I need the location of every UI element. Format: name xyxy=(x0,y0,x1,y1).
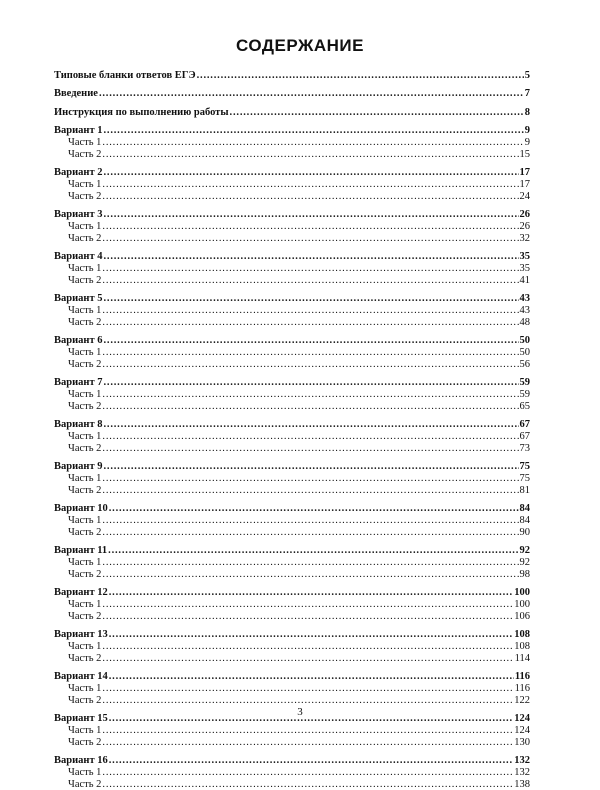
toc-entry[interactable] xyxy=(54,461,530,473)
toc-entry-label: Часть 1 xyxy=(68,388,102,400)
dot-leader xyxy=(102,779,513,790)
toc-entry[interactable] xyxy=(54,629,530,641)
toc-entry-label: Часть 1 xyxy=(68,514,102,526)
toc-page-number: 26 xyxy=(519,220,530,232)
toc-entry-label: Вариант 5 xyxy=(54,293,103,305)
toc-entry[interactable] xyxy=(54,70,530,82)
toc-entry[interactable] xyxy=(54,125,530,137)
toc-entry-label: Часть 1 xyxy=(68,346,102,358)
toc-entry-label: Вариант 8 xyxy=(54,419,103,431)
toc-page-number: 41 xyxy=(519,274,530,286)
dot-leader xyxy=(102,317,518,329)
page-title: СОДЕРЖАНИЕ xyxy=(236,36,364,55)
toc-subentry[interactable] xyxy=(54,431,530,443)
toc-entry-label: Вариант 10 xyxy=(54,503,108,515)
dot-leader xyxy=(103,377,518,389)
toc-entry-label: Вариант 11 xyxy=(54,545,108,557)
toc-page-number: 8 xyxy=(524,106,530,118)
toc-subentry[interactable] xyxy=(54,653,530,665)
toc-entry-label: Вариант 7 xyxy=(54,377,103,389)
dot-leader xyxy=(103,461,518,473)
dot-leader xyxy=(102,485,518,497)
toc-subentry[interactable] xyxy=(54,695,530,707)
dot-leader xyxy=(109,755,514,767)
toc-page-number: 17 xyxy=(519,167,530,179)
toc-page-number: 35 xyxy=(519,262,530,274)
toc-page-number: 98 xyxy=(519,568,530,580)
dot-leader xyxy=(102,233,518,245)
toc-page-number: 65 xyxy=(519,400,530,412)
toc-page-number: 56 xyxy=(519,358,530,370)
toc-entry-label: Вариант 6 xyxy=(54,335,103,347)
toc-subentry[interactable] xyxy=(54,557,530,569)
dot-leader xyxy=(102,641,513,653)
toc-page-number: 138 xyxy=(514,778,530,790)
toc-page-number: 75 xyxy=(519,472,530,484)
toc-subentry[interactable] xyxy=(54,683,530,695)
dot-leader xyxy=(102,725,513,737)
dot-leader xyxy=(102,611,513,623)
toc-entry-label: Часть 1 xyxy=(68,724,102,736)
dot-leader xyxy=(102,557,518,569)
toc-entry-label: Типовые бланки ответов ЕГЭ xyxy=(54,70,196,81)
toc-subentry[interactable] xyxy=(54,317,530,329)
dot-leader xyxy=(109,503,519,515)
toc-subentry[interactable] xyxy=(54,599,530,611)
dot-leader xyxy=(102,599,513,611)
toc-page-number: 75 xyxy=(519,461,530,473)
toc-page-number: 124 xyxy=(514,712,530,724)
toc-entry-label: Часть 2 xyxy=(68,610,102,622)
toc-entry-label: Часть 1 xyxy=(68,430,102,442)
toc-entry-label: Введение xyxy=(54,88,98,100)
toc-page-number: 132 xyxy=(514,766,530,778)
toc-entry-label: Часть 2 xyxy=(68,400,102,412)
dot-leader xyxy=(102,527,518,539)
toc-entry-label: Часть 1 xyxy=(68,640,102,652)
toc-subentry[interactable] xyxy=(54,725,530,737)
toc-subentry[interactable] xyxy=(54,443,530,455)
toc-entry-label: Вариант 1 xyxy=(54,125,103,137)
toc-subentry[interactable] xyxy=(54,737,530,749)
toc-subentry[interactable] xyxy=(54,359,530,371)
dot-leader xyxy=(102,191,518,203)
toc-subentry[interactable] xyxy=(54,233,530,245)
toc-subentry[interactable] xyxy=(54,191,530,203)
toc-entry-label: Часть 2 xyxy=(68,694,102,706)
toc-entry-label: Вариант 16 xyxy=(54,754,108,766)
toc-entry-label: Часть 1 xyxy=(68,220,102,232)
toc-subentry[interactable] xyxy=(54,275,530,287)
toc-page-number: 81 xyxy=(519,484,530,496)
dot-leader xyxy=(102,347,518,359)
toc-entry[interactable] xyxy=(54,335,530,347)
toc-entry-label: Часть 1 xyxy=(68,304,102,316)
toc-entry[interactable] xyxy=(54,167,530,179)
dot-leader xyxy=(108,545,518,557)
toc-page-number: 50 xyxy=(519,346,530,358)
toc-entry-label: Часть 2 xyxy=(68,778,102,790)
toc-subentry[interactable] xyxy=(54,569,530,581)
toc-page-number: 124 xyxy=(514,724,530,736)
dot-leader xyxy=(109,671,514,683)
toc-subentry[interactable] xyxy=(54,485,530,497)
toc-subentry[interactable] xyxy=(54,263,530,275)
toc-entry[interactable] xyxy=(54,545,530,557)
dot-leader xyxy=(103,419,518,431)
table-of-contents xyxy=(54,70,530,790)
toc-page-number: 84 xyxy=(519,503,530,515)
dot-leader xyxy=(102,569,518,581)
toc-entry[interactable] xyxy=(54,88,530,100)
toc-page-number: 106 xyxy=(514,610,530,622)
toc-entry[interactable] xyxy=(54,209,530,221)
toc-entry-label: Часть 2 xyxy=(68,148,102,160)
toc-entry-label: Часть 2 xyxy=(68,358,102,370)
dot-leader xyxy=(102,305,518,317)
toc-entry-label: Часть 2 xyxy=(68,652,102,664)
dot-leader xyxy=(197,70,524,82)
toc-subentry[interactable] xyxy=(54,473,530,485)
toc-page-number: 116 xyxy=(514,682,530,694)
toc-entry-label: Часть 2 xyxy=(68,190,102,202)
dot-leader xyxy=(102,515,518,527)
toc-entry[interactable] xyxy=(54,293,530,305)
toc-subentry[interactable] xyxy=(54,305,530,317)
toc-entry[interactable] xyxy=(54,503,530,515)
toc-page-number: 130 xyxy=(514,736,530,748)
toc-page-number: 15 xyxy=(519,148,530,160)
toc-entry-label: Часть 1 xyxy=(68,598,102,610)
dot-leader xyxy=(102,221,518,233)
toc-subentry[interactable] xyxy=(54,767,530,779)
toc-page-number: 116 xyxy=(514,670,530,682)
dot-leader xyxy=(230,107,524,119)
dot-leader xyxy=(102,149,518,161)
toc-subentry[interactable] xyxy=(54,779,530,790)
toc-page-number: 92 xyxy=(519,545,530,557)
toc-entry-label: Часть 1 xyxy=(68,766,102,778)
toc-subentry[interactable] xyxy=(54,401,530,413)
toc-entry[interactable] xyxy=(54,587,530,599)
dot-leader xyxy=(102,359,518,371)
toc-page-number: 67 xyxy=(519,430,530,442)
toc-entry-label: Часть 1 xyxy=(68,682,102,694)
dot-leader xyxy=(103,209,518,221)
page-number: 3 xyxy=(297,706,303,718)
toc-entry[interactable] xyxy=(54,671,530,683)
toc-page-number: 48 xyxy=(519,316,530,328)
toc-entry-label: Вариант 13 xyxy=(54,628,108,640)
dot-leader xyxy=(103,125,523,137)
toc-page-number: 43 xyxy=(519,293,530,305)
toc-page-number: 5 xyxy=(524,70,530,81)
toc-page-number: 67 xyxy=(519,419,530,431)
toc-entry-label: Часть 2 xyxy=(68,232,102,244)
toc-page-number: 50 xyxy=(519,335,530,347)
toc-entry-label: Часть 1 xyxy=(68,262,102,274)
toc-page-number: 26 xyxy=(519,209,530,221)
dot-leader xyxy=(109,629,514,641)
toc-subentry[interactable] xyxy=(54,611,530,623)
dot-leader xyxy=(102,683,513,695)
dot-leader xyxy=(102,473,518,485)
toc-page-number: 17 xyxy=(519,178,530,190)
toc-entry-label: Часть 2 xyxy=(68,316,102,328)
toc-entry[interactable] xyxy=(54,251,530,263)
toc-page-number: 108 xyxy=(514,640,530,652)
toc-subentry[interactable] xyxy=(54,221,530,233)
toc-entry-label: Вариант 2 xyxy=(54,167,103,179)
dot-leader xyxy=(102,767,513,779)
toc-entry-label: Часть 2 xyxy=(68,736,102,748)
toc-page-number: 108 xyxy=(514,628,530,640)
toc-page-number: 35 xyxy=(519,251,530,263)
toc-entry-label: Часть 2 xyxy=(68,442,102,454)
toc-subentry[interactable] xyxy=(54,137,530,149)
toc-page-number: 114 xyxy=(514,652,530,664)
toc-entry-label: Вариант 14 xyxy=(54,670,108,682)
toc-page-number: 24 xyxy=(519,190,530,202)
toc-page-number: 100 xyxy=(514,598,530,610)
toc-page-number: 9 xyxy=(524,125,530,137)
toc-entry[interactable] xyxy=(54,377,530,389)
toc-entry-label: Часть 1 xyxy=(68,178,102,190)
dot-leader xyxy=(102,443,518,455)
toc-entry[interactable] xyxy=(54,107,530,119)
toc-entry-label: Инструкция по выполнению работы xyxy=(54,106,229,118)
toc-entry-label: Часть 1 xyxy=(68,556,102,568)
dot-leader xyxy=(103,293,518,305)
toc-entry-label: Часть 2 xyxy=(68,526,102,538)
toc-entry[interactable] xyxy=(54,419,530,431)
toc-page-number: 100 xyxy=(514,587,530,598)
dot-leader xyxy=(102,653,513,665)
dot-leader xyxy=(102,389,518,401)
toc-subentry[interactable] xyxy=(54,347,530,359)
toc-page-number: 43 xyxy=(519,304,530,316)
dot-leader xyxy=(102,401,518,413)
toc-entry-label: Вариант 15 xyxy=(54,712,108,724)
toc-entry-label: Часть 2 xyxy=(68,274,102,286)
dot-leader xyxy=(102,263,518,275)
toc-entry-label: Вариант 4 xyxy=(54,251,103,263)
toc-page-number: 84 xyxy=(519,514,530,526)
toc-subentry[interactable] xyxy=(54,527,530,539)
toc-entry[interactable] xyxy=(54,755,530,767)
toc-page-number: 132 xyxy=(514,754,530,766)
toc-page-number: 59 xyxy=(519,388,530,400)
toc-page-number: 122 xyxy=(514,694,530,706)
toc-subentry[interactable] xyxy=(54,641,530,653)
toc-page-number: 7 xyxy=(524,88,530,100)
dot-leader xyxy=(109,587,514,599)
dot-leader xyxy=(102,137,523,149)
dot-leader xyxy=(103,251,518,263)
toc-subentry[interactable] xyxy=(54,515,530,527)
toc-page-number: 59 xyxy=(519,377,530,389)
toc-page-number: 90 xyxy=(519,526,530,538)
dot-leader xyxy=(103,167,518,179)
dot-leader xyxy=(99,88,524,100)
toc-page-number: 32 xyxy=(519,232,530,244)
toc-entry-label: Часть 2 xyxy=(68,484,102,496)
dot-leader xyxy=(103,335,518,347)
toc-entry-label: Часть 1 xyxy=(68,472,102,484)
dot-leader xyxy=(102,179,518,191)
toc-entry-label: Вариант 12 xyxy=(54,587,108,598)
toc-subentry[interactable] xyxy=(54,389,530,401)
toc-entry-label: Вариант 3 xyxy=(54,209,103,221)
dot-leader xyxy=(102,695,513,707)
dot-leader xyxy=(102,431,518,443)
toc-entry-label: Вариант 9 xyxy=(54,461,103,473)
toc-page-number: 92 xyxy=(519,556,530,568)
toc-page-number: 73 xyxy=(519,442,530,454)
toc-entry-label: Часть 2 xyxy=(68,568,102,580)
toc-subentry[interactable] xyxy=(54,179,530,191)
dot-leader xyxy=(102,275,518,287)
toc-entry-label: Часть 1 xyxy=(68,136,102,148)
dot-leader xyxy=(102,737,513,749)
toc-subentry[interactable] xyxy=(54,149,530,161)
toc-page-number: 9 xyxy=(524,136,530,148)
